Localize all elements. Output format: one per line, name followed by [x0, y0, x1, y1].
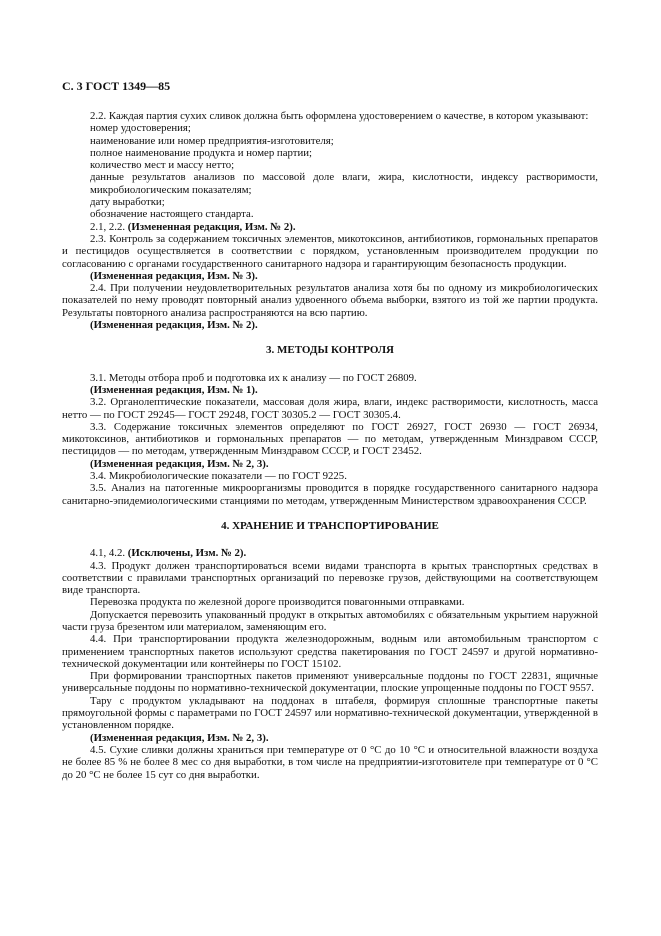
clause-ref: 4.1, 4.2. — [90, 547, 126, 560]
excluded-note-text: (Исключены, Изм. № 2). — [127, 547, 247, 560]
paragraph-4-5: 4.5. Сухие сливки должны храниться при температуре от 0 °С до 10 °С и относительной влажности воздуха не более 85 % не более 8 мес со дня выработки, в том числе на предприятии-изготовителе при температуре от 0 °С до 20 °С не более 15 сут со дня выработки. — [62, 743, 598, 781]
list-item: дату выработки; — [90, 196, 165, 209]
paragraph-2-2: 2.2. Каждая партия сухих сливок должна быть оформлена удостоверением о качестве, в котором указывают: — [90, 110, 589, 122]
paragraph-4-3: 4.3. Продукт должен транспортироваться всеми видами транспорта в крытых транспортных средствах в соответствии с правилами транспортных организаций по перевозке грузов, действующими на соответствующем виде транспорта. — [62, 559, 598, 597]
edit-note-2-4: (Измененная редакция, Изм. № 2). — [90, 319, 258, 332]
spacer — [62, 532, 598, 547]
list-item: полное наименование продукта и номер партии; — [90, 146, 313, 159]
paragraph-3-5: 3.5. Анализ на патогенные микроорганизмы проводится в порядке государственного санитарного надзора санитарно-эпидемиологическими станциями по методам, утвержденным Министерством здравоохранения СССР. — [62, 482, 598, 507]
paragraph-3-3: 3.3. Содержание токсичных элементов определяют по ГОСТ 26927, ГОСТ 26930 — ГОСТ 26934, микотоксинов, антибиотиков и гормональных препаратов — по методам, утвержденным Минздравом СССР, пестицидов — по методам, утвержденным Минздравом СССР, и ГОСТ 23452. — [62, 420, 598, 458]
edit-note-text: (Измененная редакция, Изм. № 2). — [127, 220, 296, 233]
list-item: наименование или номер предприятия-изготовителя; — [90, 134, 334, 147]
spacer — [62, 507, 598, 520]
paragraph-4-4-stacking: Тару с продуктом укладывают на поддонах в штабеля, формируя сплошные транспортные пакеты прямоугольной формы с параметрами по ГОСТ 24597 или нормативно-технической документации, утвержденной в установленном порядке. — [62, 694, 598, 732]
document-body — [62, 110, 598, 781]
section-heading-3: 3. МЕТОДЫ КОНТРОЛЯ — [266, 344, 394, 357]
list-item: данные результатов анализов по массовой доле влаги, жира, кислотности, индексу растворимости, микробиологическим показателям; — [90, 171, 598, 196]
paragraph-2-4: 2.4. При получении неудовлетворительных результатов анализа хотя бы по одному из микробиологических показателей по нему проводят повторный анализ удвоенного объема выборки, взятого из той же партии продукта. Результаты повторного анализа распространяются на всю партию. — [62, 282, 598, 319]
paragraph-4-4-pallets: При формировании транспортных пакетов применяют универсальные поддоны по ГОСТ 22831, ящичные универсальные поддоны по нормативно-технической документации, плоские упрощенные поддоны по ГОСТ 9557. — [62, 670, 598, 695]
page-header: С. 3 ГОСТ 1349—85 — [62, 79, 171, 93]
paragraph-4-3-rail: Перевозка продукта по железной дороге производится повагонными отправками. — [90, 596, 465, 609]
paragraph-3-1: 3.1. Методы отбора проб и подготовка их к анализу — по ГОСТ 26809. — [90, 371, 417, 384]
paragraph-3-4: 3.4. Микробиологические показатели — по ГОСТ 9225. — [90, 470, 347, 483]
edit-note-2-3: (Измененная редакция, Изм. № 3). — [90, 269, 258, 282]
paragraph-3-2: 3.2. Органолептические показатели, массовая доля жира, влаги, индекс растворимости, кислотность, масса нетто — по ГОСТ 29245— ГОСТ 29248, ГОСТ 30305.2 — ГОСТ 30305.4. — [62, 396, 598, 421]
paragraph-4-4: 4.4. При транспортировании продукта железнодорожным, водным или автомобильным транспортом с применением транспортных пакетов используют средства пакетирования по ГОСТ 24597 и другой нормативно-технической документации или контейнеры по ГОСТ 15102. — [62, 633, 598, 670]
spacer — [62, 357, 598, 372]
excluded-note-4-1 — [62, 547, 598, 559]
edit-note-3-3: (Измененная редакция, Изм. № 2, 3). — [90, 457, 269, 470]
edit-note-3-1: (Измененная редакция, Изм. № 1). — [90, 383, 258, 396]
list-item: обозначение настоящего стандарта. — [90, 208, 254, 221]
clause-ref: 2.1, 2.2. — [90, 220, 126, 233]
list-item: номер удостоверения; — [90, 122, 191, 135]
paragraph-2-3: 2.3. Контроль за содержанием токсичных элементов, микотоксинов, антибиотиков, гормональных препаратов и пестицидов осуществляется в соответствии с порядком, установленным производителем продукции по согласованию с органами государственного санитарного надзора и гарантирующим безопасность продукции. — [62, 232, 598, 270]
paragraph-4-3-open: Допускается перевозить упакованный продукт в открытых автомобилях с обязательным укрытием наружной части груза брезентом или материалом, заменяющим его. — [62, 608, 598, 633]
edit-note-4-4: (Измененная редакция, Изм. № 2, 3). — [90, 731, 269, 744]
list-item: количество мест и массу нетто; — [90, 159, 235, 172]
section-heading-4: 4. ХРАНЕНИЕ И ТРАНСПОРТИРОВАНИЕ — [221, 519, 439, 532]
spacer — [62, 331, 598, 344]
edit-note-2-1 — [62, 221, 598, 233]
